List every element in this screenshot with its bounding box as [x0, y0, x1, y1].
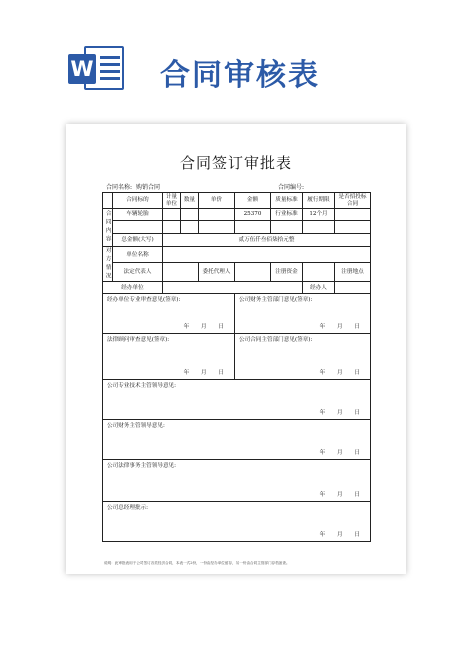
header-qty: 数量	[181, 193, 199, 209]
contract-name-line	[106, 182, 160, 191]
date-line: 年 月 日	[319, 409, 360, 416]
footnote: 说明：此审批表用于公司签订各类经济合同，本表一式2份，一份由经办单位留存，另一份由合同主管部门存档备查。	[104, 561, 290, 565]
opinion-row-2	[103, 334, 371, 380]
date-line: 年 月 日	[319, 531, 360, 538]
contract-no-label: 合同编号:	[278, 184, 305, 191]
item-qty	[181, 209, 199, 221]
date-line: 年 月 日	[183, 323, 224, 330]
opinion-row-3	[103, 380, 371, 420]
approval-form-table	[102, 192, 371, 542]
reg-place-label: 注册地点	[335, 263, 371, 282]
empty-cell	[113, 221, 163, 234]
legal-advisor-opinion-label: 法律顾问审查意见(签章):	[107, 337, 170, 344]
side-label-counterparty: 对方情况	[103, 247, 113, 282]
empty-cell	[303, 221, 335, 234]
side-label-content: 合同内容	[103, 209, 113, 247]
reg-capital-label: 注册资金	[271, 263, 303, 282]
opinion-row-1	[103, 294, 371, 334]
empty-cell	[181, 221, 199, 234]
item-unit	[163, 209, 181, 221]
item-bidding	[335, 209, 371, 221]
contract-name-value: 购销合同	[136, 184, 161, 191]
header-side-cell	[103, 193, 113, 209]
finance-dept-opinion-label: 公司财务主管部门意见(签章):	[239, 297, 313, 304]
date-line: 年 月 日	[319, 449, 360, 456]
tech-leader-opinion	[103, 380, 371, 420]
banner-title: 合同审核表	[160, 58, 320, 93]
header-amount: 金额	[235, 193, 271, 209]
opinion-row-6	[103, 502, 371, 542]
document-sheet	[66, 124, 406, 574]
handler-value	[335, 282, 371, 294]
header-row	[103, 193, 371, 209]
handling-unit-opinion-label: 经办单位专业审查意见(签章):	[107, 297, 181, 304]
handling-unit-label: 经办单位	[103, 282, 163, 294]
handling-unit-value	[163, 282, 303, 294]
opinion-row-4	[103, 420, 371, 460]
general-manager-opinion	[103, 502, 371, 542]
legal-advisor-opinion	[103, 334, 235, 380]
word-letter-tile: W	[68, 54, 96, 84]
finance-leader-opinion	[103, 420, 371, 460]
company-row	[103, 247, 371, 263]
date-line: 年 月 日	[183, 369, 224, 376]
header-period: 履行期限	[303, 193, 335, 209]
item-price	[199, 209, 235, 221]
item-period: 12个月	[303, 209, 335, 221]
legal-leader-opinion-label: 公司法律事务主管领导意见:	[107, 463, 177, 470]
legal-leader-opinion	[103, 460, 371, 502]
agent-label: 委托代理人	[199, 263, 235, 282]
total-value: 贰万伍仟叁佰柒拾元整	[163, 234, 371, 247]
contract-dept-opinion-label: 公司合同主管部门意见(签章):	[239, 337, 313, 344]
date-line: 年 月 日	[319, 491, 360, 498]
empty-cell	[199, 221, 235, 234]
contract-name-label: 合同名称:	[106, 184, 133, 191]
date-line: 年 月 日	[319, 369, 360, 376]
general-manager-opinion-label: 公司总经理批示:	[107, 505, 149, 512]
header-unit: 计量单位	[163, 193, 181, 209]
opinion-row-5	[103, 460, 371, 502]
empty-cell	[271, 221, 303, 234]
reg-capital-value	[303, 263, 335, 282]
finance-dept-opinion	[235, 294, 371, 334]
total-label: 总金额(大写)	[113, 234, 163, 247]
word-document-icon	[68, 42, 128, 94]
empty-cell	[235, 221, 271, 234]
header-quality: 质量标准	[271, 193, 303, 209]
legal-rep-value	[163, 263, 199, 282]
item-quality: 行业标准	[271, 209, 303, 221]
empty-cell	[335, 221, 371, 234]
agent-value	[235, 263, 271, 282]
date-line: 年 月 日	[319, 323, 360, 330]
legal-rep-label: 法定代表人	[113, 263, 163, 282]
header-bidding: 是否招投标合同	[335, 193, 371, 209]
tech-leader-opinion-label: 公司专业技术主管领导意见:	[107, 383, 177, 390]
contract-dept-opinion	[235, 334, 371, 380]
total-row	[103, 234, 371, 247]
empty-cell	[163, 221, 181, 234]
company-name-value	[163, 247, 371, 263]
banner	[0, 0, 474, 100]
company-name-label: 单位名称	[113, 247, 163, 263]
finance-leader-opinion-label: 公司财务主管领导意见:	[107, 423, 165, 430]
header-price: 单价	[199, 193, 235, 209]
empty-item-row	[103, 221, 371, 234]
item-amount: 25370	[235, 209, 271, 221]
item-subject: 车辆轮胎	[113, 209, 163, 221]
header-subject: 合同标的	[113, 193, 163, 209]
handler-label: 经办人	[303, 282, 335, 294]
contract-no-line	[278, 182, 308, 191]
document-title: 合同签订审批表	[179, 154, 292, 172]
handling-unit-opinion	[103, 294, 235, 334]
representative-row	[103, 263, 371, 282]
item-row	[103, 209, 371, 221]
handling-unit-row	[103, 282, 371, 294]
